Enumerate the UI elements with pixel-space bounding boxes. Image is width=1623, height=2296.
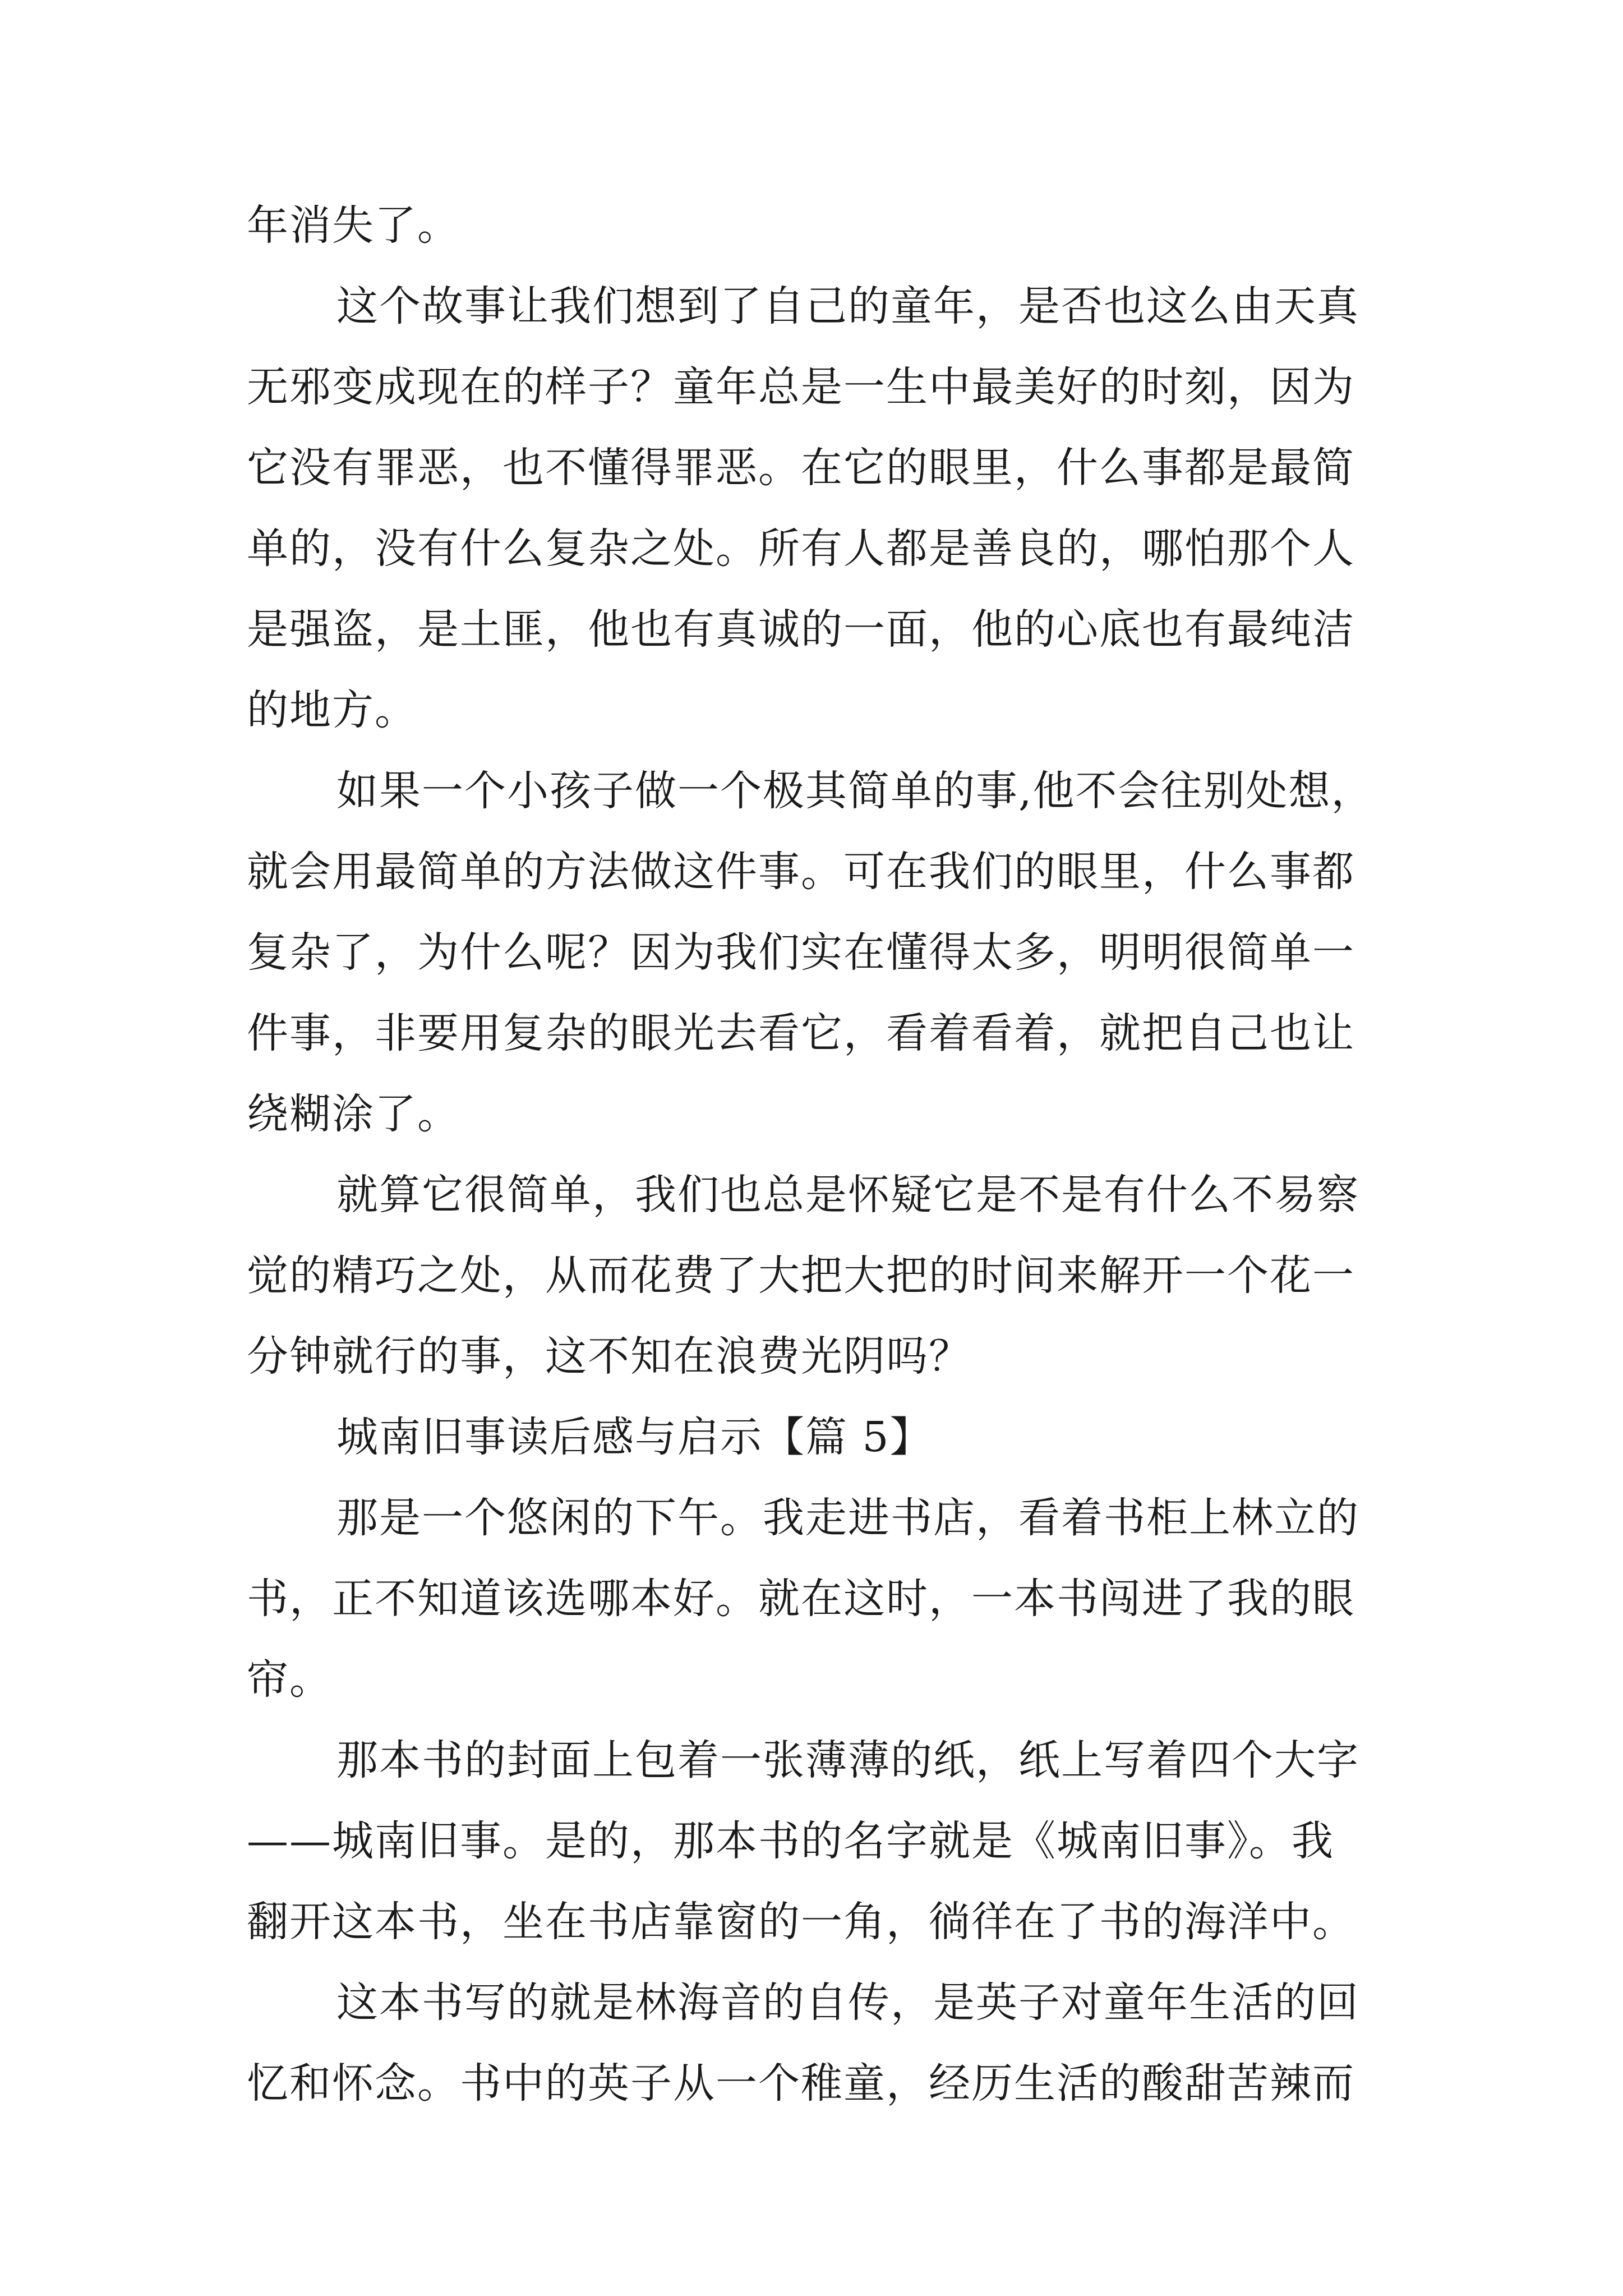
text-line: 分钟就行的事，这不知在浪费光阴吗？ xyxy=(247,1332,971,1381)
text-line: 那本书的封面上包着一张薄薄的纸，纸上写着四个大字 xyxy=(336,1736,1359,1784)
text-line: 帘。 xyxy=(247,1655,332,1704)
text-line: ——城南旧事。是的，那本书的名字就是《城南旧事》。我 xyxy=(247,1817,1334,1865)
text-line: 如果一个小孩子做一个极其简单的事,他不会往别处想， xyxy=(336,767,1374,815)
text-line: 那是一个悠闲的下午。我走进书店，看着书柜上林立的 xyxy=(336,1494,1359,1542)
text-line: 复杂了，为什么呢？因为我们实在懂得太多，明明很简单一 xyxy=(247,928,1355,977)
text-line: 就会用最简单的方法做这件事。可在我们的眼里，什么事都 xyxy=(247,848,1355,896)
text-line: 无邪变成现在的样子？童年总是一生中最美好的时刻，因为 xyxy=(247,363,1355,411)
text-line: 年消失了。 xyxy=(247,201,460,250)
text-line: 的地方。 xyxy=(247,686,417,734)
section-heading: 城南旧事读后感与启示【篇 5】 xyxy=(336,1413,933,1461)
text-line: 觉的精巧之处，从而花费了大把大把的时间来解开一个花一 xyxy=(247,1251,1355,1300)
text-line: 是强盗，是土匪，他也有真诚的一面，他的心底也有最纯洁 xyxy=(247,605,1355,654)
text-line: 就算它很简单，我们也总是怀疑它是不是有什么不易察 xyxy=(336,1171,1359,1219)
text-line: 翻开这本书，坐在书店靠窗的一角，徜徉在了书的海洋中。 xyxy=(247,1898,1355,1946)
document-body xyxy=(247,185,1413,2124)
text-line: 它没有罪恶，也不懂得罪恶。在它的眼里，什么事都是最简 xyxy=(247,444,1355,492)
text-line: 绕糊涂了。 xyxy=(247,1090,460,1138)
text-line: 忆和怀念。书中的英子从一个稚童，经历生活的酸甜苦辣而 xyxy=(247,2059,1355,2108)
text-line: 这本书写的就是林海音的自传，是英子对童年生活的回 xyxy=(336,1978,1359,2027)
text-line: 件事，非要用复杂的眼光去看它，看着看着，就把自己也让 xyxy=(247,1009,1355,1057)
text-line: 单的，没有什么复杂之处。所有人都是善良的，哪怕那个人 xyxy=(247,524,1355,573)
text-line: 书，正不知道该选哪本好。就在这时，一本书闯进了我的眼 xyxy=(247,1575,1355,1623)
text-line: 这个故事让我们想到了自己的童年，是否也这么由天真 xyxy=(336,282,1359,330)
